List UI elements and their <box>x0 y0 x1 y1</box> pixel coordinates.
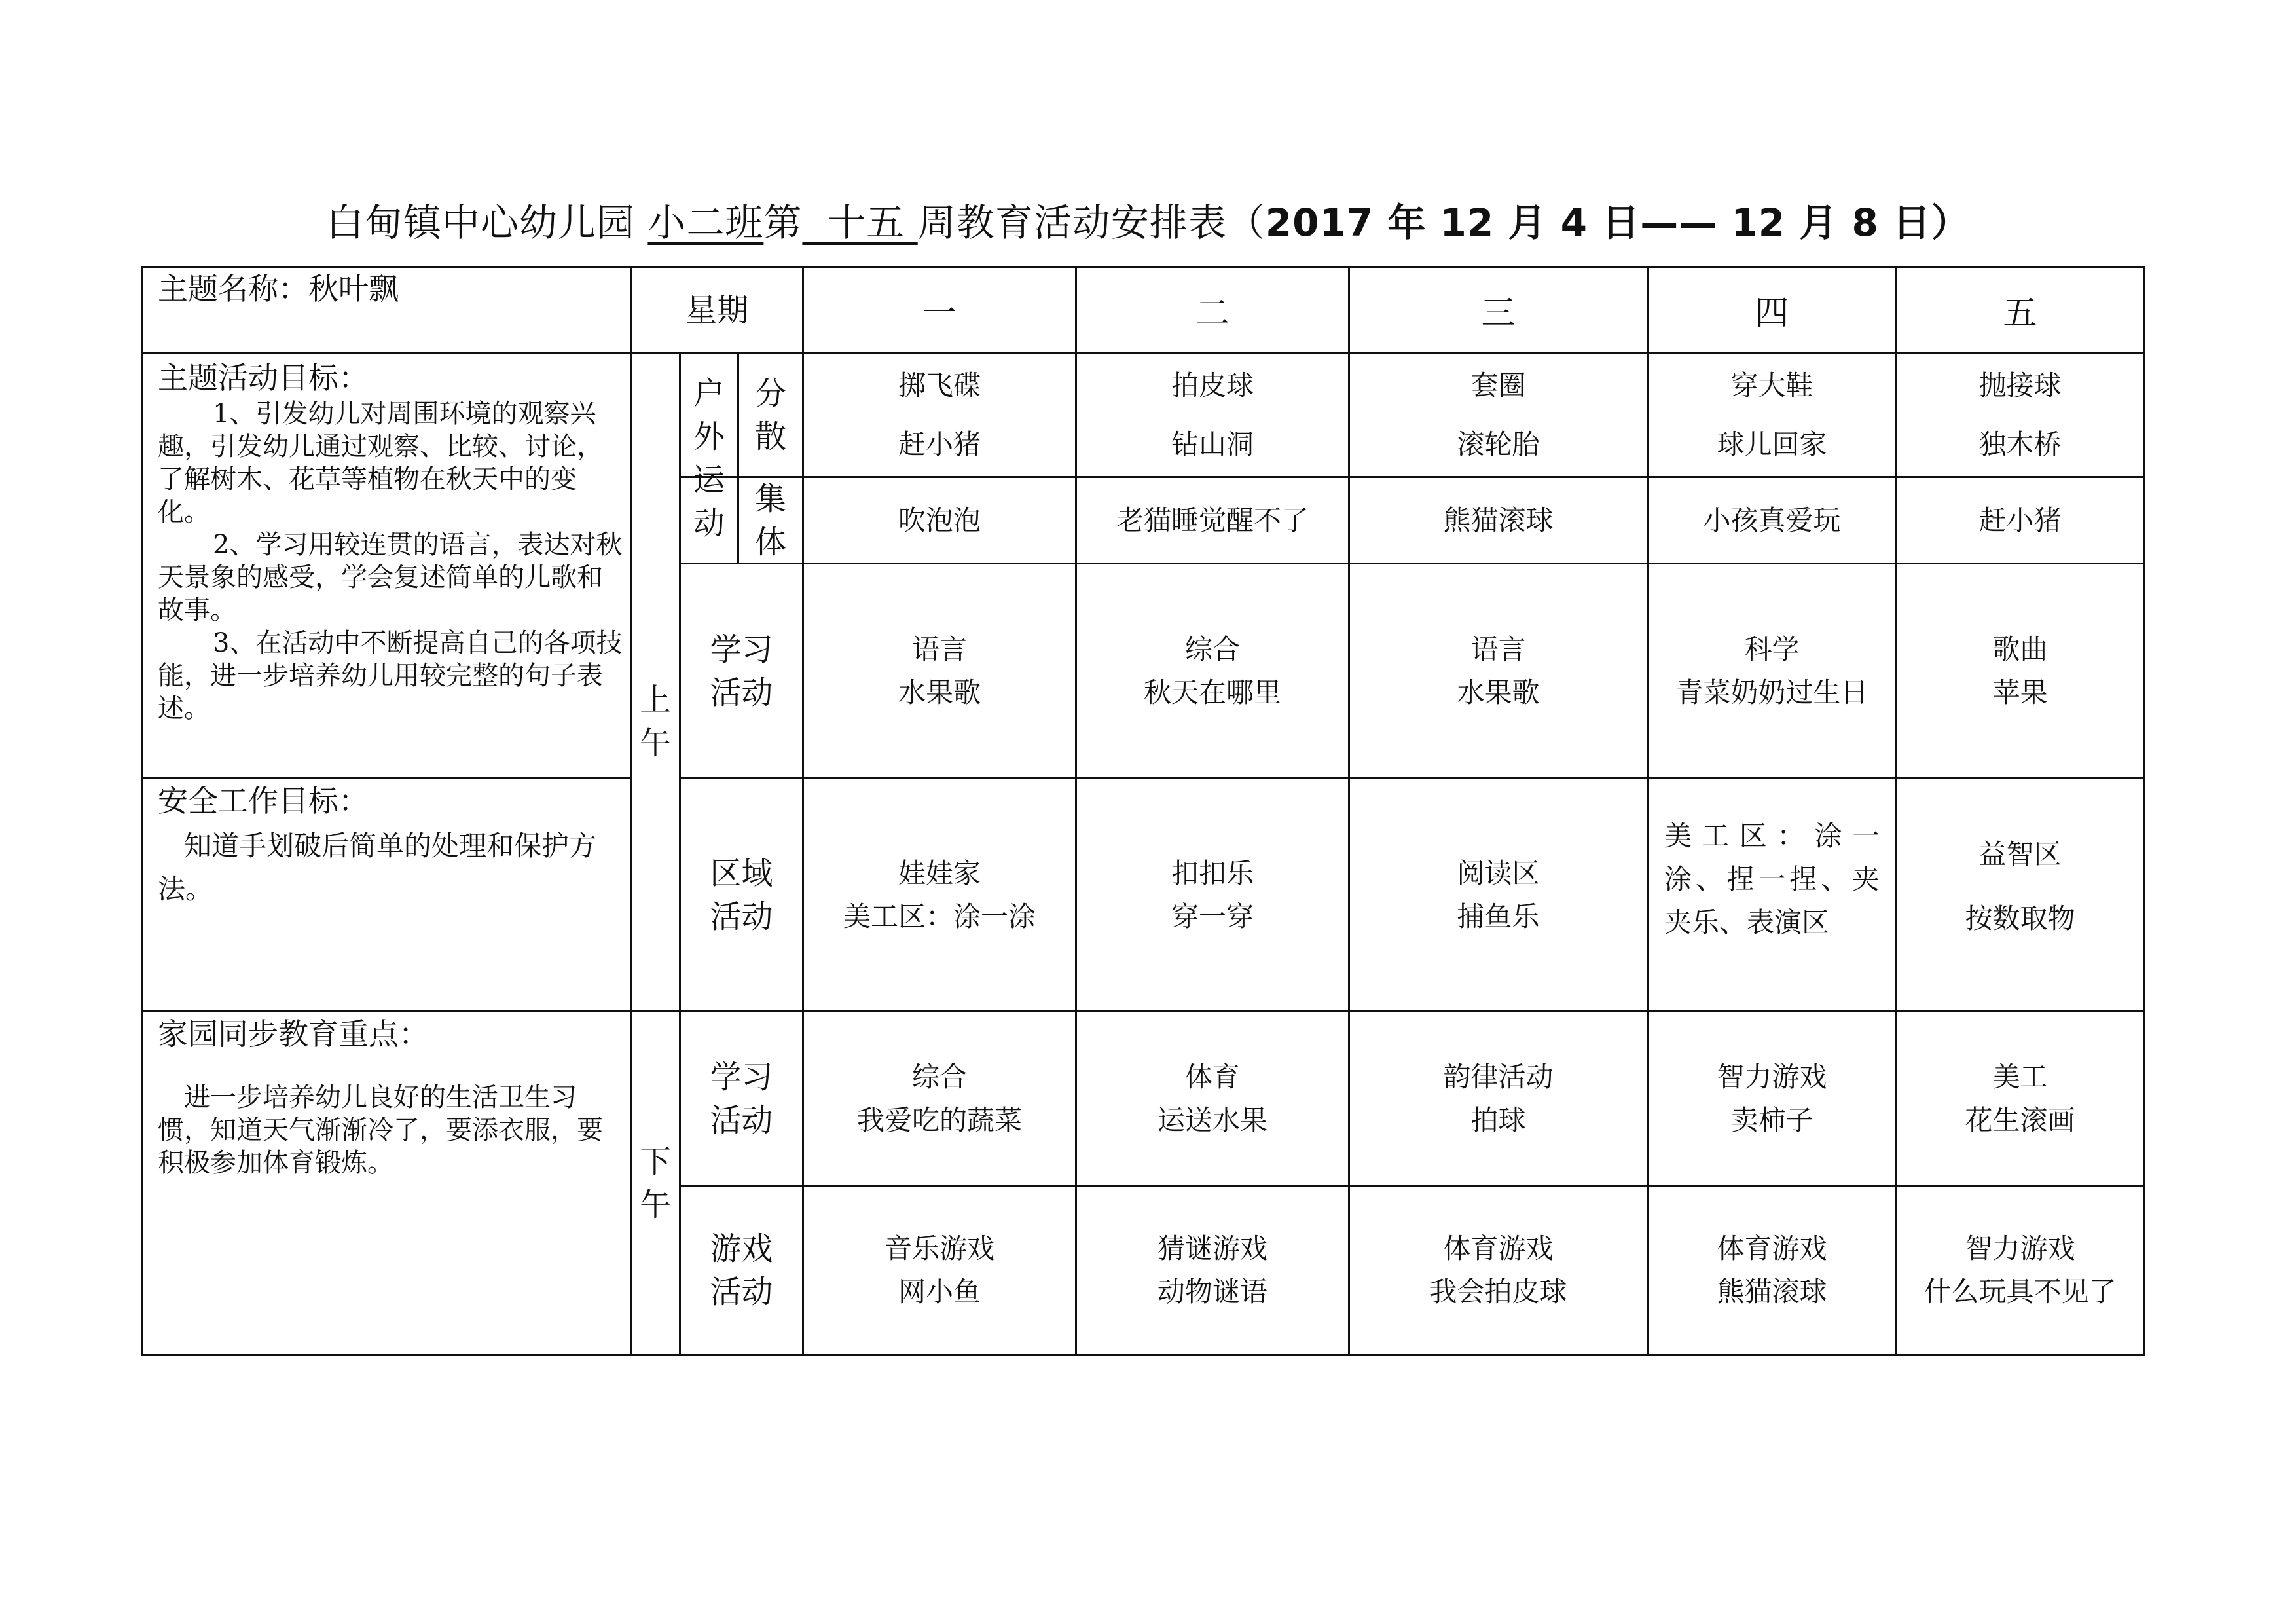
activity-line: 独木桥 <box>1978 428 2062 460</box>
activity-subject: 音乐游戏 <box>884 1232 994 1264</box>
game-day-1 <box>804 1187 1075 1354</box>
weekday-header: 星期 <box>685 291 748 329</box>
activity-subject: 体育游戏 <box>1443 1232 1554 1264</box>
activity-subject: 科学 <box>1744 633 1800 665</box>
scattered-day-1 <box>804 354 1075 476</box>
day-header-1: 一 <box>922 294 957 333</box>
game-day-3 <box>1350 1187 1647 1354</box>
safety-text: 知道手划破后简单的处理和保护方法。 <box>158 830 597 905</box>
activity-title: 拍球 <box>1470 1103 1526 1136</box>
activity-line: 掷飞碟 <box>898 369 981 401</box>
afternoon-label <box>632 1012 679 1354</box>
activity-title: 花生滚画 <box>1965 1103 2075 1136</box>
activity-title: 水果歌 <box>898 676 981 709</box>
study-pm-day-2 <box>1077 1012 1348 1185</box>
goals-title: 主题活动目标： <box>158 360 369 396</box>
page-title <box>0 193 2296 252</box>
area-text: 区域活动 <box>710 855 773 935</box>
home-title: 家园同步教育重点： <box>158 1016 429 1052</box>
activity-subject: 猜谜游戏 <box>1157 1232 1267 1264</box>
activity-title: 运送水果 <box>1157 1103 1267 1136</box>
activity-title: 网小鱼 <box>898 1276 981 1308</box>
day-header-4: 四 <box>1755 294 1789 333</box>
activity-subject: 智力游戏 <box>1717 1060 1827 1093</box>
activity-line: 捕鱼乐 <box>1457 900 1540 932</box>
activity-line: 赶小猪 <box>898 428 981 460</box>
schedule-table <box>141 266 2145 1356</box>
group-label <box>739 478 802 563</box>
activity-subject: 语言 <box>1470 633 1526 665</box>
game-day-2 <box>1077 1187 1348 1354</box>
study-am-day-5 <box>1897 564 2143 777</box>
activity-line: 娃娃家 <box>898 857 981 889</box>
study-pm-label <box>681 1012 802 1185</box>
study-am-day-1 <box>804 564 1075 777</box>
day-header-2: 二 <box>1195 294 1230 333</box>
game-label <box>681 1187 802 1354</box>
title-suffix: 周教育活动安排表（ <box>917 200 1266 245</box>
day-header-5: 五 <box>2003 294 2037 333</box>
morning-label <box>632 354 679 1010</box>
activity-title: 我爱吃的蔬菜 <box>856 1103 1022 1136</box>
activity-subject: 体育游戏 <box>1717 1232 1827 1264</box>
study-pm-day-4 <box>1649 1012 1895 1185</box>
activity-line: 美工区：涂一涂 <box>843 900 1036 932</box>
game-day-5 <box>1897 1187 2143 1354</box>
study-am-label <box>681 564 802 777</box>
activity-title: 卖柿子 <box>1730 1103 1813 1136</box>
activity-subject: 体育 <box>1184 1060 1240 1093</box>
activity-title: 水果歌 <box>1457 676 1540 709</box>
activity-subject: 韵律活动 <box>1443 1060 1554 1093</box>
study-pm-text: 学习活动 <box>710 1058 773 1139</box>
study-pm-day-5 <box>1897 1012 2143 1185</box>
activity-title: 什么玩具不见了 <box>1923 1276 2117 1308</box>
activity-subject: 综合 <box>911 1060 967 1093</box>
scattered-day-5 <box>1897 354 2143 476</box>
group-day-3: 熊猫滚球 <box>1443 504 1554 536</box>
activity-line: 穿大鞋 <box>1730 369 1813 401</box>
scattered-day-2 <box>1077 354 1348 476</box>
activity-title: 苹果 <box>1992 676 2048 709</box>
activity-line: 阅读区 <box>1457 857 1540 889</box>
title-date-range: 2017 年 12 月 4 日—— 12 月 8 日） <box>1265 200 1971 245</box>
safety-title: 安全工作目标： <box>158 783 369 819</box>
morning-text: 上午 <box>639 682 671 762</box>
activity-line: 抛接球 <box>1978 369 2062 401</box>
activity-line: 益智区 <box>1978 838 2062 870</box>
area-day-4 <box>1649 779 1895 1010</box>
goal-3: 3、在活动中不断提高自己的各项技能，进一步培养幼儿用较完整的句子表述。 <box>158 628 623 724</box>
activity-subject: 综合 <box>1184 633 1240 665</box>
study-pm-day-3 <box>1350 1012 1647 1185</box>
activity-line: 拍皮球 <box>1171 369 1254 401</box>
activity-title: 青菜奶奶过生日 <box>1675 676 1868 709</box>
title-school: 白甸镇中心幼儿园 <box>325 200 648 245</box>
goal-2: 2、学习用较连贯的语言，表达对秋天景象的感受，学会复述简单的儿歌和故事。 <box>158 530 623 625</box>
activity-line: 钻山洞 <box>1171 428 1254 460</box>
group-day-5: 赶小猪 <box>1978 504 2062 536</box>
afternoon-text: 下午 <box>639 1143 671 1223</box>
activity-line: 按数取物 <box>1965 902 2075 934</box>
scattered-day-3 <box>1350 354 1647 476</box>
activity-subject: 语言 <box>911 633 967 665</box>
study-am-day-2 <box>1077 564 1348 777</box>
home-edu <box>158 1014 623 1348</box>
activity-title: 动物谜语 <box>1157 1276 1267 1308</box>
area-day-1 <box>804 779 1075 1010</box>
day-header-3: 三 <box>1481 294 1516 333</box>
game-day-4 <box>1649 1187 1895 1354</box>
scattered-label <box>739 354 802 476</box>
outdoor-text: 户外运动 <box>693 375 725 542</box>
title-class: 小二班 <box>647 200 764 245</box>
study-am-day-3 <box>1350 564 1647 777</box>
group-day-4: 小孩真爱玩 <box>1703 504 1841 536</box>
activity-title: 秋天在哪里 <box>1143 676 1281 709</box>
activity-line: 滚轮胎 <box>1457 428 1540 460</box>
scattered-day-4 <box>1649 354 1895 476</box>
activity-title: 我会拍皮球 <box>1429 1276 1567 1308</box>
activity-subject: 智力游戏 <box>1965 1232 2075 1264</box>
title-week-number: 十五 <box>802 200 918 245</box>
area-day-2 <box>1077 779 1348 1010</box>
study-pm-day-1 <box>804 1012 1075 1185</box>
group-text: 集体 <box>754 480 786 561</box>
activity-line: 穿一穿 <box>1171 900 1254 932</box>
activity-line: 美 工 区 ： 涂 一 涂、捏一捏、夹夹乐、表演区 <box>1664 820 1880 938</box>
scattered-text: 分散 <box>754 375 786 455</box>
goal-1: 1、引发幼儿对周围环境的观察兴趣，引发幼儿通过观察、比较、讨论，了解树木、花草等植物在秋天中的变化。 <box>158 399 603 527</box>
study-am-day-4 <box>1649 564 1895 777</box>
activity-line: 球儿回家 <box>1717 428 1827 460</box>
area-day-3 <box>1350 779 1647 1010</box>
safety-goals <box>158 781 623 1004</box>
area-day-5 <box>1897 779 2143 1010</box>
area-label <box>681 779 802 1010</box>
activity-subject: 美工 <box>1992 1060 2048 1093</box>
title-week-prefix: 第 <box>763 200 803 245</box>
study-am-text: 学习活动 <box>710 631 773 711</box>
group-day-2: 老猫睡觉醒不了 <box>1116 504 1309 536</box>
home-text: 进一步培养幼儿良好的生活卫生习惯，知道天气渐渐冷了，要添衣服，要积极参加体育锻炼。 <box>158 1082 603 1178</box>
activity-subject: 歌曲 <box>1992 633 2048 665</box>
outdoor-label <box>681 354 737 563</box>
group-day-1: 吹泡泡 <box>898 504 981 536</box>
game-text: 游戏活动 <box>710 1230 773 1310</box>
activity-title: 熊猫滚球 <box>1717 1276 1827 1308</box>
activity-line: 套圈 <box>1470 369 1526 401</box>
theme-name: 主题名称：秋叶飘 <box>158 271 399 306</box>
theme-goals <box>158 358 623 777</box>
rule-left-safety <box>143 777 632 779</box>
activity-line: 扣扣乐 <box>1171 857 1254 889</box>
